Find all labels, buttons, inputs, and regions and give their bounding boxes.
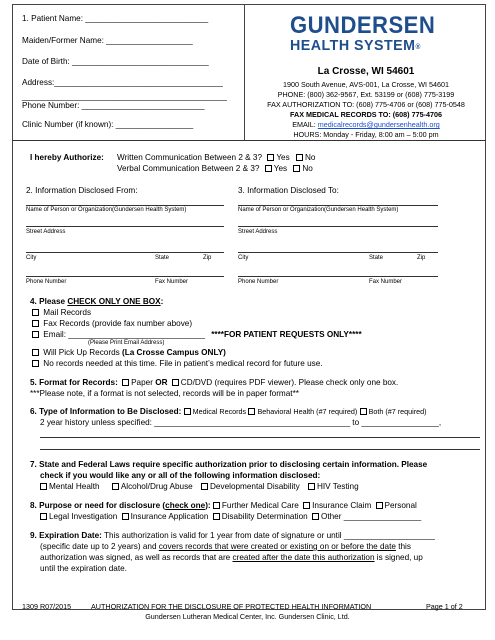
mental-health-checkbox[interactable]: [40, 483, 47, 490]
address-field[interactable]: Address:_____________________________________: [22, 78, 223, 87]
logo-line1: GUNDERSEN: [290, 12, 436, 39]
to-name-label: Name of Person or Organization(Gundersen Health System): [238, 207, 399, 213]
clinic-number-field[interactable]: Clinic Number (if known): _________________: [22, 120, 194, 129]
section9-text3-post: is signed, up: [374, 553, 423, 562]
fax-records-checkbox[interactable]: [32, 320, 39, 327]
personal-label: Personal: [384, 501, 417, 510]
logo-reg-mark: ®: [415, 44, 421, 51]
yes-label: Yes: [273, 164, 288, 173]
from-state-label: State: [155, 255, 170, 261]
no-records-option[interactable]: [32, 358, 323, 369]
from-phone-line[interactable]: [26, 276, 224, 277]
header-fax-auth: FAX AUTHORIZATION TO: (608) 775-4706 or (608) 775-0548: [267, 100, 465, 109]
section4-title-post: :: [160, 297, 164, 306]
developmental-disability-label: Developmental Disability: [210, 482, 300, 491]
section9-text2-pre: (specific date up to 2 years) and: [40, 542, 159, 551]
section4-title-underlined: CHECK ONLY ONE BOX: [67, 297, 161, 306]
from-name-label: Name of Person or Organization(Gundersen Health System): [26, 207, 187, 213]
section9-line4: until the expiration date.: [40, 564, 127, 573]
authorize-label: I hereby Authorize:: [30, 153, 104, 162]
mail-records-option[interactable]: [32, 307, 91, 318]
header-phone: PHONE: (800) 362-9567, Ext. 53199 or (608) 775-3199: [277, 90, 455, 99]
footer-org: Gundersen Lutheran Medical Center, Inc. Gundersen Clinic, Ltd.: [145, 612, 350, 621]
section8-row2: [40, 511, 421, 522]
section9-text2-underlined: covers records that were created or existing on or before the date: [158, 542, 396, 551]
disability-determination-label: Disability Determination: [221, 512, 308, 521]
from-street-line[interactable]: [26, 226, 224, 227]
pickup-label: Will Pick Up Records: [43, 348, 122, 357]
address-field-line2[interactable]: _____________________________________________: [22, 92, 227, 101]
email-field[interactable]: Email: ______________________________: [43, 330, 205, 339]
hiv-testing-label: HIV Testing: [316, 482, 359, 491]
insurance-application-checkbox[interactable]: [122, 513, 129, 520]
email-link[interactable]: medicalrecords@gundersenhealth.org: [317, 120, 440, 129]
mail-records-checkbox[interactable]: [32, 309, 39, 316]
section9-label: 9. Expiration Date:: [30, 531, 102, 540]
header-bottom-rule: [12, 140, 486, 141]
verbal-yes-checkbox[interactable]: [265, 165, 272, 172]
patient-requests-note: ****FOR PATIENT REQUESTS ONLY****: [211, 330, 362, 339]
section8-label-underlined: check one: [165, 501, 206, 510]
pickup-option[interactable]: [32, 347, 226, 358]
insurance-claim-checkbox[interactable]: [303, 502, 310, 509]
footer-form-id: 1309 R07/2015: [22, 602, 72, 611]
behavioral-health-checkbox[interactable]: [248, 408, 255, 415]
from-street-label: Street Address: [26, 229, 66, 235]
logo-line2: [290, 38, 421, 56]
email-checkbox[interactable]: [32, 331, 39, 338]
section9-line3: [40, 552, 423, 563]
pickup-checkbox[interactable]: [32, 349, 39, 356]
to-city-line[interactable]: [238, 252, 438, 253]
header-hours: HOURS: Monday - Friday, 8:00 am – 5:00 pm: [293, 130, 439, 139]
footer-title: AUTHORIZATION FOR THE DISCLOSURE OF PROTECTED HEALTH INFORMATION: [91, 602, 372, 611]
section9-text3-pre: authorization was signed, as well as records that are: [40, 553, 233, 562]
developmental-disability-checkbox[interactable]: [201, 483, 208, 490]
section8-label-post: ):: [205, 501, 211, 510]
fax-records-label: Fax Records (provide fax number above): [43, 319, 193, 328]
verbal-label: Verbal Communication Between 2 & 3?: [117, 164, 260, 173]
from-city-line[interactable]: [26, 252, 224, 253]
phone-number-field[interactable]: Phone Number: ___________________________: [22, 101, 205, 110]
header-city: La Crosse, WI 54601: [317, 66, 415, 77]
from-city-label: City: [26, 255, 37, 261]
legal-investigation-label: Legal Investigation: [49, 512, 118, 521]
to-phone-line[interactable]: [238, 276, 438, 277]
medical-records-label: Medical Records: [192, 407, 247, 416]
written-yes-checkbox[interactable]: [267, 154, 274, 161]
disability-determination-checkbox[interactable]: [213, 513, 220, 520]
additional-info-line-1[interactable]: [40, 437, 480, 438]
cd-label: CD/DVD (requires PDF viewer). Please check only one box.: [180, 378, 399, 387]
maiden-name-field[interactable]: Maiden/Former Name: ___________________: [22, 36, 193, 45]
insurance-application-label: Insurance Application: [130, 512, 209, 521]
verbal-no-checkbox[interactable]: [293, 165, 300, 172]
email-label: EMAIL:: [292, 120, 316, 129]
other-checkbox[interactable]: [312, 513, 319, 520]
written-label: Written Communication Between 2 & 3?: [117, 153, 263, 162]
section7-options: [40, 481, 359, 492]
to-phone-label: Phone Number: [238, 279, 279, 285]
verbal-communication-row: [117, 163, 313, 174]
legal-investigation-checkbox[interactable]: [40, 513, 47, 520]
alcohol-drug-label: Alcohol/Drug Abuse: [120, 482, 193, 491]
to-street-label: Street Address: [238, 229, 278, 235]
format-note: ***Please note, if a format is not selected, records will be in paper format**: [30, 389, 299, 398]
medical-records-checkbox[interactable]: [184, 408, 191, 415]
section9-text1[interactable]: This authorization is valid for 1 year from date of signature or until ____________________: [104, 531, 435, 540]
hiv-testing-checkbox[interactable]: [308, 483, 315, 490]
patient-name-field[interactable]: 1. Patient Name: ___________________________: [22, 14, 209, 23]
section6-label: 6. Type of Information to Be Disclosed:: [30, 407, 182, 416]
to-state-label: State: [369, 255, 384, 261]
to-fax-label: Fax Number: [369, 279, 403, 285]
further-care-checkbox[interactable]: [213, 502, 220, 509]
footer-page: Page 1 of 2: [426, 602, 463, 611]
section9-line1: [30, 530, 435, 541]
section9-line2: [40, 541, 411, 552]
section8-label: [30, 501, 211, 510]
to-city-label: City: [238, 255, 249, 261]
section7-line1: 7. State and Federal Laws require specific authorization prior to disclosing certain information. Please: [30, 460, 428, 469]
header-divider: [244, 4, 245, 140]
from-phone-label: Phone Number: [26, 279, 67, 285]
header-address: 1900 South Avenue, AVS-001, La Crosse, WI 54601: [283, 80, 449, 89]
further-care-label: Further Medical Care: [221, 501, 299, 510]
no-label: No: [304, 153, 316, 162]
yes-label: Yes: [276, 153, 290, 162]
section9-text3-underlined: created after the date this authorization: [232, 553, 375, 562]
print-email-note: (Please Print Email Address): [88, 340, 165, 346]
history-range-field[interactable]: 2 year history unless specified: ___________________________________________ to _________________,: [40, 418, 442, 427]
other-field[interactable]: Other _________________: [320, 512, 422, 521]
from-fax-label: Fax Number: [155, 279, 189, 285]
no-label: No: [302, 164, 313, 173]
section8-label-pre: 8. Purpose or need for disclosure (: [30, 501, 166, 510]
both-checkbox[interactable]: [360, 408, 367, 415]
section5-label: 5. Format for Records:: [30, 378, 118, 387]
section4-title: [30, 296, 163, 307]
no-records-label: No records needed at this time. File in patient’s medical record for future use.: [43, 359, 323, 368]
pickup-bold-label: (La Crosse Campus ONLY): [122, 348, 226, 357]
alcohol-drug-checkbox[interactable]: [112, 483, 119, 490]
to-street-line[interactable]: [238, 226, 438, 227]
or-label: OR: [155, 378, 168, 387]
both-label: Both (#7 required): [368, 407, 427, 416]
section7-line2: check if you would like any or all of the following information disclosed:: [40, 471, 321, 480]
section9-text2-post: this: [395, 542, 411, 551]
mental-health-label: Mental Health: [49, 482, 100, 491]
personal-checkbox[interactable]: [376, 502, 383, 509]
written-communication-row: [117, 152, 315, 163]
mail-records-label: Mail Records: [43, 308, 92, 317]
email-option[interactable]: [32, 329, 362, 340]
header-email-row: [250, 120, 482, 130]
insurance-claim-label: Insurance Claim: [312, 501, 372, 510]
section3-title: 3. Information Disclosed To:: [238, 186, 339, 195]
paper-checkbox[interactable]: [122, 379, 129, 386]
behavioral-health-label: Behavioral Health (#7 required): [257, 407, 358, 416]
section8-row1: [30, 500, 417, 511]
written-no-checkbox[interactable]: [296, 154, 303, 161]
paper-label: Paper: [131, 378, 153, 387]
fax-records-option[interactable]: [32, 318, 192, 329]
section5-row: [30, 377, 398, 388]
additional-info-line-2[interactable]: [40, 449, 480, 450]
to-zip-label: Zip: [417, 255, 426, 261]
logo-line2-text: HEALTH SYSTEM: [290, 37, 416, 54]
from-zip-label: Zip: [203, 255, 212, 261]
section4-title-pre: 4. Please: [30, 297, 68, 306]
section2-title: 2. Information Disclosed From:: [26, 186, 138, 195]
no-records-checkbox[interactable]: [32, 360, 39, 367]
section6-row: [30, 406, 427, 417]
cd-checkbox[interactable]: [172, 379, 179, 386]
date-of-birth-field[interactable]: Date of Birth: ______________________________: [22, 57, 209, 66]
header-fax-medical: FAX MEDICAL RECORDS TO: (608) 775-4706: [290, 110, 442, 119]
